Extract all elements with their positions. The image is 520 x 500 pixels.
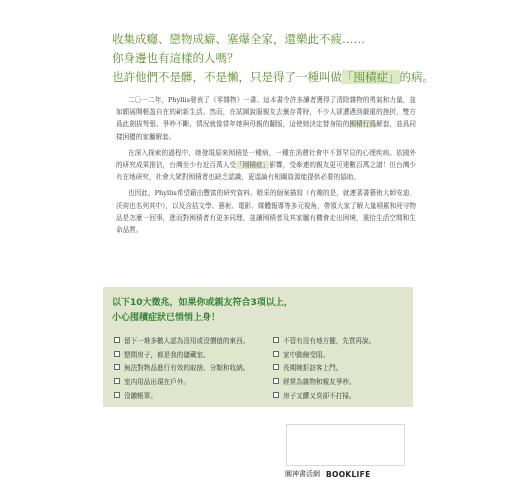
checklist-item[interactable] <box>273 333 375 347</box>
body-p2-highlight: 「囤積症」 <box>236 161 270 170</box>
body-text <box>116 94 416 240</box>
checklist-item[interactable] <box>114 347 249 361</box>
checklist-item-label: 沒繳帳單。 <box>124 391 157 400</box>
checklist-item[interactable] <box>114 374 249 388</box>
checkbox-icon[interactable] <box>114 364 120 370</box>
booklife-logo: BOOKLIFE <box>326 469 371 479</box>
publisher-brand <box>285 469 405 479</box>
headline-highlight: 「囤積症」 <box>342 70 400 84</box>
checklist-item-label: 經常為雜物和親友爭吵。 <box>283 377 356 386</box>
body-paragraph-2 <box>116 147 416 184</box>
headline-line-2: 你身邊也有這樣的人嗎？ <box>112 51 239 65</box>
checkbox-icon[interactable] <box>114 392 120 398</box>
checkbox-icon[interactable] <box>273 378 279 384</box>
checklist-item-label: 室內用品出現在戶外。 <box>124 377 190 386</box>
checklist-title-line-1: 以下10大徵兆，如果你或親友符合3項以上， <box>112 298 293 308</box>
publisher-name: 圓神書活網 <box>285 470 320 478</box>
body-p1-highlight: 囤積行爲 <box>349 120 377 129</box>
checklist-item[interactable] <box>114 333 249 347</box>
checklist-box <box>103 287 413 407</box>
checklist-item[interactable] <box>273 360 375 374</box>
checklist-item-label: 整間房子，都是我的儲藏室。 <box>124 350 210 359</box>
checklist-right-column <box>273 333 375 401</box>
checklist-left-column <box>114 333 249 401</box>
body-paragraph-1 <box>116 94 416 143</box>
headline-line-1: 收集成癮、戀物成癖、塞爆全家，還樂此不疲…… <box>112 32 365 46</box>
checklist-item[interactable] <box>273 347 375 361</box>
checklist-item[interactable] <box>114 360 249 374</box>
body-paragraph-3: 也因此，Phyllis希望藉由豐富的研究資料、精采的個案描寫（有趣的是，就連著書藝術大師安迪．沃荷也名列其中），以及含括文學、藝術、電影、媒體報導等多元視角，帶領大家了解大量積累和死守物品是怎麼一回事，進而對囤積者有更多同理，並讓囤積者及其家屬有機會走出困境，重拾生活空間和生命品質。 <box>116 189 417 235</box>
checklist-item[interactable] <box>273 374 375 388</box>
checkbox-icon[interactable] <box>114 337 120 343</box>
checklist-item-label: 房子又髒又臭卻不打掃。 <box>283 391 356 400</box>
checkbox-icon[interactable] <box>273 337 279 343</box>
headline-line-3-post: 的病。 <box>399 70 434 84</box>
body-p2-text-a: 在深入探索的過程中，她發現原來囤積是一種病，一種在消費社會中不算罕見的心理疾病。依國外的研究成果推估，台灣至少有近百萬人受 <box>116 148 416 170</box>
checklist-item[interactable] <box>114 388 249 402</box>
checklist-item-label: 留下一堆多數人認為沒用或沒價值的東西。 <box>124 336 250 345</box>
body-p2-text-b: 影響，受牽連的親友更可達數百萬之譜！但台灣少有在地研究，社會大眾對囤積者也缺乏認識，更遑論有相關資源能提供必要的協助。 <box>116 161 417 182</box>
body-p1-text-a: 二〇一二年，Phyllis發表了《零雜物》一書。這本書令許多讀者獲得了清除雜物的勇氣和力量，並如願展開輕盈自在的嶄新生活。然而，在試圖說服親友去蕪存菁時，不少人卻遭遇到嚴重的挫折，雙方爲此劍拔弩張、爭吵不斷，情況就像當年她與母親的翻版，這使她決定替身陷的 <box>116 96 416 129</box>
barcode-sticker-area <box>286 424 405 466</box>
checklist-title <box>112 296 402 326</box>
checkbox-icon[interactable] <box>273 351 279 357</box>
checkbox-icon[interactable] <box>273 392 279 398</box>
headline-line-3-pre: 也許他們不是髒，不是懶，只是得了一種叫做 <box>112 70 342 84</box>
headline <box>112 30 432 87</box>
checklist-item-label: 家中動線受阻。 <box>283 350 330 359</box>
checklist-item[interactable] <box>273 388 375 402</box>
checklist-item-label: 長期婉拒訪客上門。 <box>283 364 343 373</box>
checkbox-icon[interactable] <box>114 351 120 357</box>
checklist-item-label: 無法對物品進行有效的取捨、分類和收納。 <box>124 364 250 373</box>
checkbox-icon[interactable] <box>114 378 120 384</box>
headline-line-3 <box>112 68 432 87</box>
checklist-item-label: 不管有沒有地方擺，先買再說。 <box>283 336 376 345</box>
checklist-title-line-2: 小心囤積症狀已悄悄上身！ <box>112 313 221 323</box>
body-p1-text-b: 解套，並爲同樣困擾的家屬解套。 <box>116 120 417 141</box>
checkbox-icon[interactable] <box>273 364 279 370</box>
